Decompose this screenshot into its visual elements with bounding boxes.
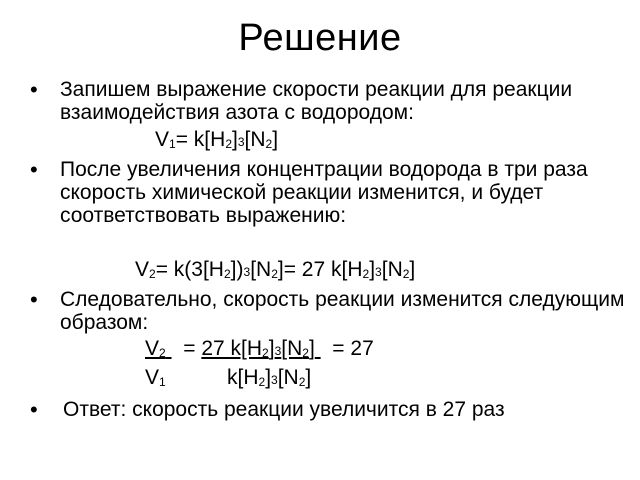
bullet-dot: • bbox=[30, 287, 38, 312]
ratio-num-pow: 3 bbox=[274, 344, 282, 358]
formula-v2-h-sub: 2 bbox=[223, 267, 231, 281]
bullet-1 bbox=[30, 78, 630, 124]
bullet-1-text: Запишем выражение скорости реакции для реакции взаимодействия азота с водородом: bbox=[60, 78, 573, 124]
ratio-num-expr-1: 27 k[H bbox=[201, 337, 263, 360]
formula-v2-part6: [N bbox=[381, 258, 403, 281]
ratio-den-expr bbox=[227, 366, 311, 390]
ratio-den-h-sub: 2 bbox=[258, 375, 266, 389]
formula-v1-v: V bbox=[155, 128, 170, 151]
formula-v2-v: V bbox=[135, 258, 150, 281]
ratio-num-expr-2: ] bbox=[268, 337, 275, 360]
ratio-den-v-sub: 1 bbox=[159, 375, 166, 389]
bullet-dot: • bbox=[30, 397, 38, 422]
bullet-2-text: После увеличения концентрации водорода в три раза скорость химической реакции изменится, и будет соответствовать выражению: bbox=[60, 158, 588, 227]
ratio-den-expr-3: [N bbox=[277, 366, 299, 389]
formula-v1-h-sub: 2 bbox=[225, 137, 232, 151]
formula-v1-v-sub: 1 bbox=[169, 137, 176, 151]
formula-v2-n-sub: 2 bbox=[271, 267, 278, 281]
ratio-num-expr-4: ] bbox=[308, 337, 315, 360]
ratio-result: = 27 bbox=[332, 337, 374, 360]
bullet-2 bbox=[30, 158, 630, 227]
bullet-4-answer bbox=[30, 398, 630, 421]
formula-v2-part3: [N bbox=[250, 258, 272, 281]
ratio-den-n-sub: 2 bbox=[298, 375, 306, 389]
bullet-3-text: Следовательно, скорость реакции изменится следующим образом: bbox=[60, 288, 625, 334]
formula-v1-n-close: ] bbox=[272, 128, 279, 151]
formula-v2-h2-sub: 2 bbox=[362, 267, 370, 281]
formula-v1-n: [N bbox=[244, 128, 266, 151]
formula-v2-v-sub: 2 bbox=[149, 267, 156, 281]
formula-v2-part2: ]) bbox=[230, 258, 244, 281]
ratio-denominator bbox=[145, 366, 166, 390]
ratio-den-v: V bbox=[145, 366, 160, 389]
formula-v2-pow2: 3 bbox=[375, 265, 382, 279]
ratio-den-expr-2: ] bbox=[265, 366, 272, 389]
answer-text: Ответ: скорость реакции увеличится в 27 раз bbox=[63, 398, 505, 421]
slide-title: Решение bbox=[238, 17, 402, 59]
ratio-numerator bbox=[145, 337, 374, 361]
ratio-num-expr-3: [N bbox=[281, 337, 303, 360]
formula-v1 bbox=[155, 128, 278, 152]
formula-v2 bbox=[135, 258, 415, 282]
ratio-den-pow: 3 bbox=[271, 373, 278, 387]
formula-v1-eq: = k[H bbox=[175, 128, 226, 151]
ratio-num-h-sub: 2 bbox=[262, 346, 269, 360]
ratio-num-n-sub: 2 bbox=[302, 346, 309, 360]
formula-v1-n-sub: 2 bbox=[265, 137, 273, 151]
bullet-3 bbox=[30, 288, 630, 334]
ratio-num-v bbox=[145, 337, 172, 360]
ratio-num-v-letter: V bbox=[145, 337, 160, 360]
ratio-den-expr-1: k[H bbox=[227, 366, 259, 389]
formula-v2-n2-sub: 2 bbox=[402, 267, 410, 281]
formula-v2-part1: = k(3[H bbox=[155, 258, 224, 281]
ratio-num-v-sub: 2 bbox=[159, 346, 166, 360]
formula-v2-part4: ]= 27 k[H bbox=[277, 258, 363, 281]
ratio-eq: = bbox=[183, 337, 196, 360]
formula-v1-close: ] bbox=[232, 128, 238, 151]
formula-v2-part7: ] bbox=[409, 258, 416, 281]
formula-v2-pow1: 3 bbox=[243, 265, 251, 279]
ratio-den-expr-4: ] bbox=[305, 366, 312, 389]
formula-v2-part5: ] bbox=[369, 258, 376, 281]
ratio-num-expr bbox=[201, 337, 320, 360]
bullet-dot: • bbox=[30, 157, 38, 182]
bullet-dot: • bbox=[30, 77, 38, 102]
formula-v1-pow: 3 bbox=[237, 135, 245, 149]
